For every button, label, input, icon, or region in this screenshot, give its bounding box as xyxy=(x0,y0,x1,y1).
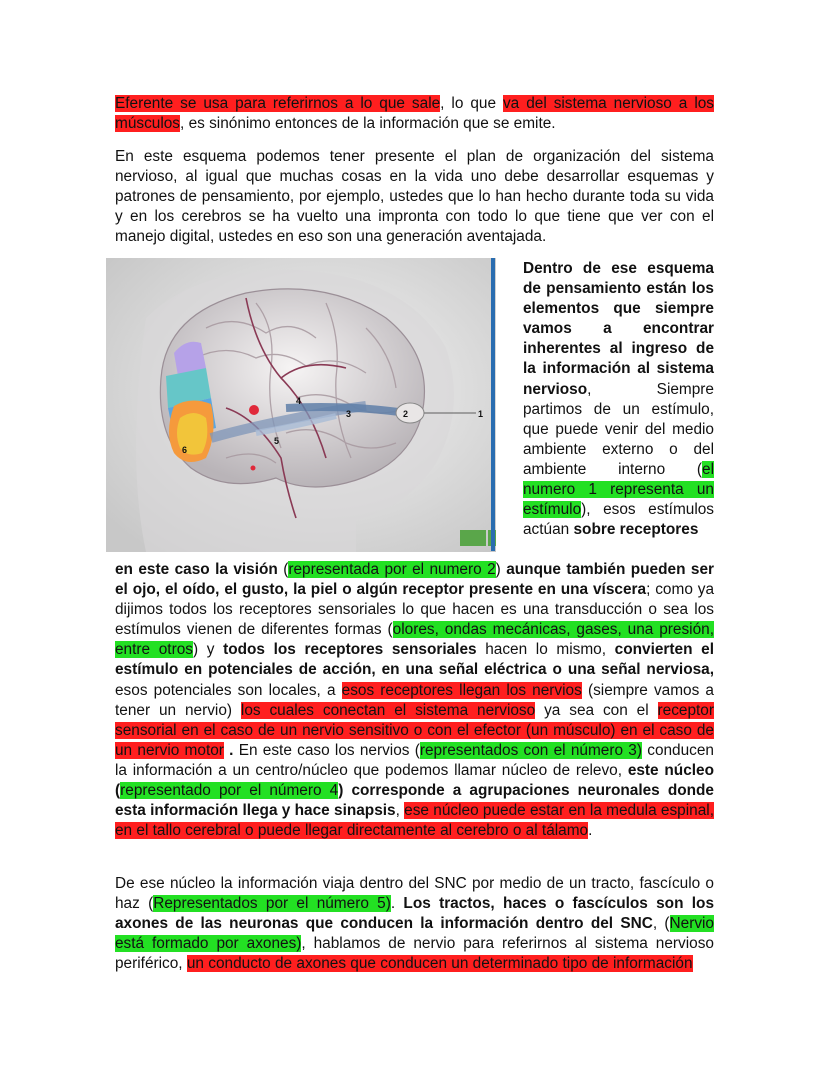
bold-run: aunque también pueden ser el ojo, el oído, el gusto, la piel o algún receptor presente en una víscera xyxy=(115,561,714,599)
label-3: 3 xyxy=(346,409,352,419)
brain-diagram xyxy=(106,258,496,552)
text-run: , es sinónimo entonces de la información que se emite. xyxy=(180,115,556,133)
bold-run: ) corresponde a agrupaciones neuronales donde esta información llega y hace sinapsis xyxy=(115,782,714,820)
bold-run: Los tractos, haces o fascículos son los axones de las neuronas que conducen la información dentro del SNC xyxy=(115,895,714,933)
text-run: , ( xyxy=(652,915,670,933)
paragraph-tracts xyxy=(115,874,714,974)
text-run: ( xyxy=(277,561,289,578)
highlight-red: un conducto de axones que conducen un determinado tipo de información xyxy=(186,955,693,973)
label-4: 4 xyxy=(296,396,302,406)
highlight-red: esos receptores llegan los nervios xyxy=(341,681,582,699)
highlight-green: el numero 1 representa un estímulo xyxy=(523,460,714,519)
text-run: . xyxy=(390,895,404,913)
text-run: , lo que xyxy=(440,95,503,112)
text-run: ) xyxy=(495,561,507,578)
paragraph-receptors xyxy=(115,560,714,841)
highlight-red: Eferente se usa para referirnos a lo que sale xyxy=(115,95,441,112)
text-run: hacen lo mismo, xyxy=(476,641,615,659)
bold-run: sobre receptores xyxy=(573,521,699,539)
bold-run: este núcleo ( xyxy=(115,761,714,800)
logo-block xyxy=(460,530,486,546)
paragraph-efferent xyxy=(115,94,714,134)
text-run: (siempre vamos a tener un nervio) xyxy=(115,681,714,719)
brain-diagram-figure xyxy=(106,258,496,552)
eye xyxy=(396,403,424,423)
text-run: En este caso los nervios ( xyxy=(233,741,420,759)
highlight-green: representados con el número 3) xyxy=(419,741,642,759)
text-run: , xyxy=(395,802,405,820)
text-run: conducen la información a un centro/núcleo que podemos llamar núcleo de relevo, xyxy=(115,741,714,779)
figure-divider xyxy=(491,258,495,551)
highlight-green: Nervio está formado por axones) xyxy=(115,915,714,953)
paragraph-stimulus xyxy=(523,259,714,540)
bold-run: Dentro de ese esquema de pensamiento están los elementos que siempre vamos a encontrar inherentes al ingreso de la información al sistema nervioso xyxy=(523,260,714,398)
bold-run: . xyxy=(229,741,234,759)
highlight-red: va del sistema nervioso a los músculos xyxy=(115,95,714,133)
paragraph-scheme: En este esquema podemos tener presente el plan de organización del sistema nervioso, al igual que muchas cosas en la vida uno debe desarrollar esquemas y patrones de pensamiento, por ejemplo, ustedes que lo han hecho durante toda su vida y en los cerebros se ha vuelto una impronta con todo lo que tiene que ver con el manejo digital, ustedes en eso son una generación aventajada. xyxy=(115,148,714,246)
text-run: ), esos estímulos actúan xyxy=(523,501,714,539)
bold-run: en este caso la visión xyxy=(115,561,278,578)
highlight-green: representada por el numero 2 xyxy=(288,561,496,578)
highlight-red: receptor sensorial en el caso de un nervio sensitivo o con el efector (un músculo) en el caso de un nervio motor xyxy=(115,701,714,759)
highlight-green: Representados por el número 5) xyxy=(153,895,391,913)
highlight-red: ese núcleo puede estar en la medula espinal, en el tallo cerebral o puede llegar directamente al cerebro o al tálamo xyxy=(115,802,714,840)
label-5: 5 xyxy=(274,436,280,446)
highlight-green: olores, ondas mecánicas, gases, una presión, entre otros xyxy=(115,621,714,659)
relay-nucleus-marker xyxy=(249,405,259,415)
label-2: 2 xyxy=(403,409,409,419)
text-run: ) y xyxy=(192,641,224,659)
text-run: ; como ya dijimos todos los receptores sensoriales lo que hacen es una transducción o sea los estímulos vienen de diferentes formas ( xyxy=(115,581,715,639)
text-run: esos potenciales son locales, a xyxy=(115,681,342,699)
bold-run: todos los receptores sensoriales xyxy=(223,641,477,659)
bold-run: convierten el estímulo en potenciales de acción, en una señal eléctrica o una señal nerviosa, xyxy=(115,641,714,679)
label-1: 1 xyxy=(478,409,484,419)
text-run: . xyxy=(588,822,593,840)
text-run: De ese núcleo la información viaja dentro del SNC por medio de un tracto, fascículo o haz ( xyxy=(115,875,714,913)
label-6: 6 xyxy=(182,445,188,455)
small-marker xyxy=(251,466,256,471)
highlight-red: los cuales conectan el sistema nervioso xyxy=(240,701,536,719)
text-run: , Siempre partimos de un estímulo, que puede venir del medio ambiente externo o del ambiente interno ( xyxy=(523,380,714,478)
highlight-green: representado por el número 4 xyxy=(120,782,339,800)
text-run: , hablamos de nervio para referirnos al sistema nervioso periférico, xyxy=(115,935,714,973)
text-run: ya sea con el xyxy=(535,701,658,719)
